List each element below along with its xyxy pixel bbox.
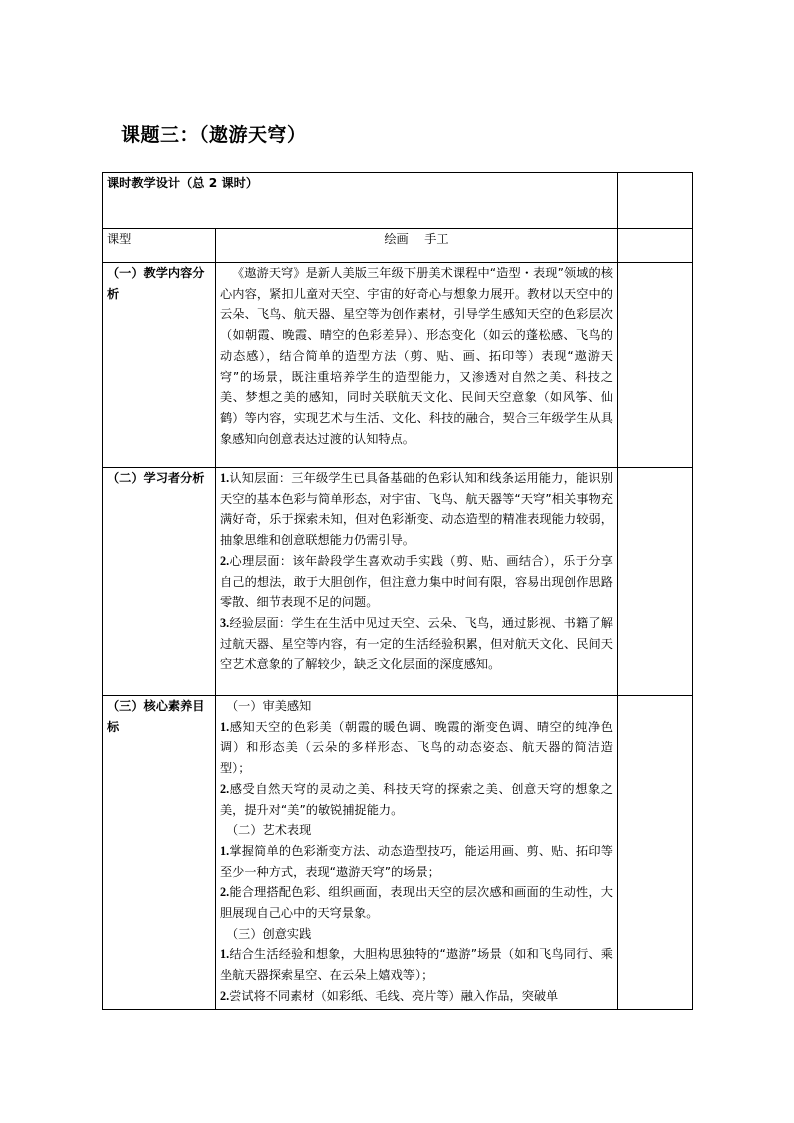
core-literacy-cell — [216, 696, 618, 1010]
lesson-design-label: 课时教学设计（总 2 课时） — [103, 173, 618, 229]
content-analysis-label: （一）教学内容分析 — [103, 263, 216, 468]
list-item: 3.经验层面：学生在生活中见过天空、云朵、飞鸟，通过影视、书籍了解过航天器、星空等内容，有一定的生活经验积累，但对航天文化、民间天空艺术意象的了解较少，缺乏文化层面的深度感知。 — [220, 615, 613, 672]
lesson-plan-table — [102, 172, 693, 1010]
core-literacy-row — [103, 696, 693, 1010]
type-row — [103, 229, 693, 263]
lesson-title: 课题三：（遨游天穹） — [121, 124, 307, 146]
section-heading: （三）创意实践 — [226, 926, 312, 941]
type-label: 课型 — [103, 229, 216, 263]
learner-analysis-label: （二）学习者分析 — [103, 468, 216, 696]
section-heading: （一）审美感知 — [226, 699, 312, 713]
empty-cell — [618, 173, 693, 229]
empty-cell — [618, 229, 693, 263]
list-item: 2.能合理搭配色彩、组织画面，表现出天空的层次感和画面的生动性，大胆展现自己心中的天穹景象。 — [220, 885, 613, 921]
list-item: 1.认知层面：三年级学生已具备基础的色彩认知和线条运用能力，能识别天空的基本色彩与简单形态，对宇宙、飞鸟、航天器等“天穹”相关事物充满好奇，乐于探索未知，但对色彩渐变、动态造型的精准表现能力较弱，抽象思维和创意联想能力仍需引导。 — [220, 471, 613, 548]
table-header-row — [103, 173, 693, 229]
empty-cell — [618, 696, 693, 1010]
list-item: 2.感受自然天穹的灵动之美、科技天穹的探索之美、创意天穹的想象之美，提升对“美”的敏锐捕捉能力。 — [220, 781, 613, 817]
empty-cell — [618, 263, 693, 468]
learner-analysis-row — [103, 468, 693, 696]
list-item: 1.感知天空的色彩美（朝霞的暖色调、晚霞的渐变色调、晴空的纯净色调）和形态美（云朵的多样形态、飞鸟的动态姿态、航天器的简洁造型）； — [220, 719, 613, 776]
content-analysis-text: 《遨游天穹》是新人美版三年级下册美术课程中“造型・表现”领域的核心内容，紧扣儿童对天空、宇宙的好奇心与想象力展开。教材以天空中的云朵、飞鸟、航天器、星空等为创作素材，引导学生感知天空的色彩层次（如朝霞、晚霞、晴空的色彩差异）、形态变化（如云的蓬松感、飞鸟的动态感），结合简单的造型方法（剪、贴、画、拓印等）表现“遨游天穹”的场景，既注重培养学生的造型能力，又渗透对自然之美、科技之美、梦想之美的感知，同时关联航天文化、民间天空意象（如风筝、仙鹤）等内容，实现艺术与生活、文化、科技的融合，契合三年级学生从具象感知向创意表达过渡的认知特点。 — [220, 266, 613, 446]
learner-analysis-cell — [216, 468, 618, 696]
empty-cell — [618, 468, 693, 696]
section-heading: （二）艺术表现 — [226, 823, 312, 838]
content-analysis-cell — [216, 263, 618, 468]
list-item: 1.掌握简单的色彩渐变方法、动态造型技巧，能运用画、剪、贴、拓印等至少一种方式，表现“遨游天穹”的场景； — [220, 843, 613, 879]
core-literacy-label: （三）核心素养目标 — [103, 696, 216, 1010]
list-item: 1.结合生活经验和想象，大胆构思独特的“遨游”场景（如和飞鸟同行、乘坐航天器探索星空、在云朵上嬉戏等）； — [220, 947, 613, 983]
list-item: 2.尝试将不同素材（如彩纸、毛线、亮片等）融入作品，突破单 — [220, 988, 559, 1003]
content-analysis-row — [103, 263, 693, 468]
type-value: 绘画 手工 — [216, 229, 618, 263]
list-item: 2.心理层面：该年龄段学生喜欢动手实践（剪、贴、画结合），乐于分享自己的想法，敢于大胆创作，但注意力集中时间有限，容易出现创作思路零散、细节表现不足的问题。 — [220, 553, 613, 610]
